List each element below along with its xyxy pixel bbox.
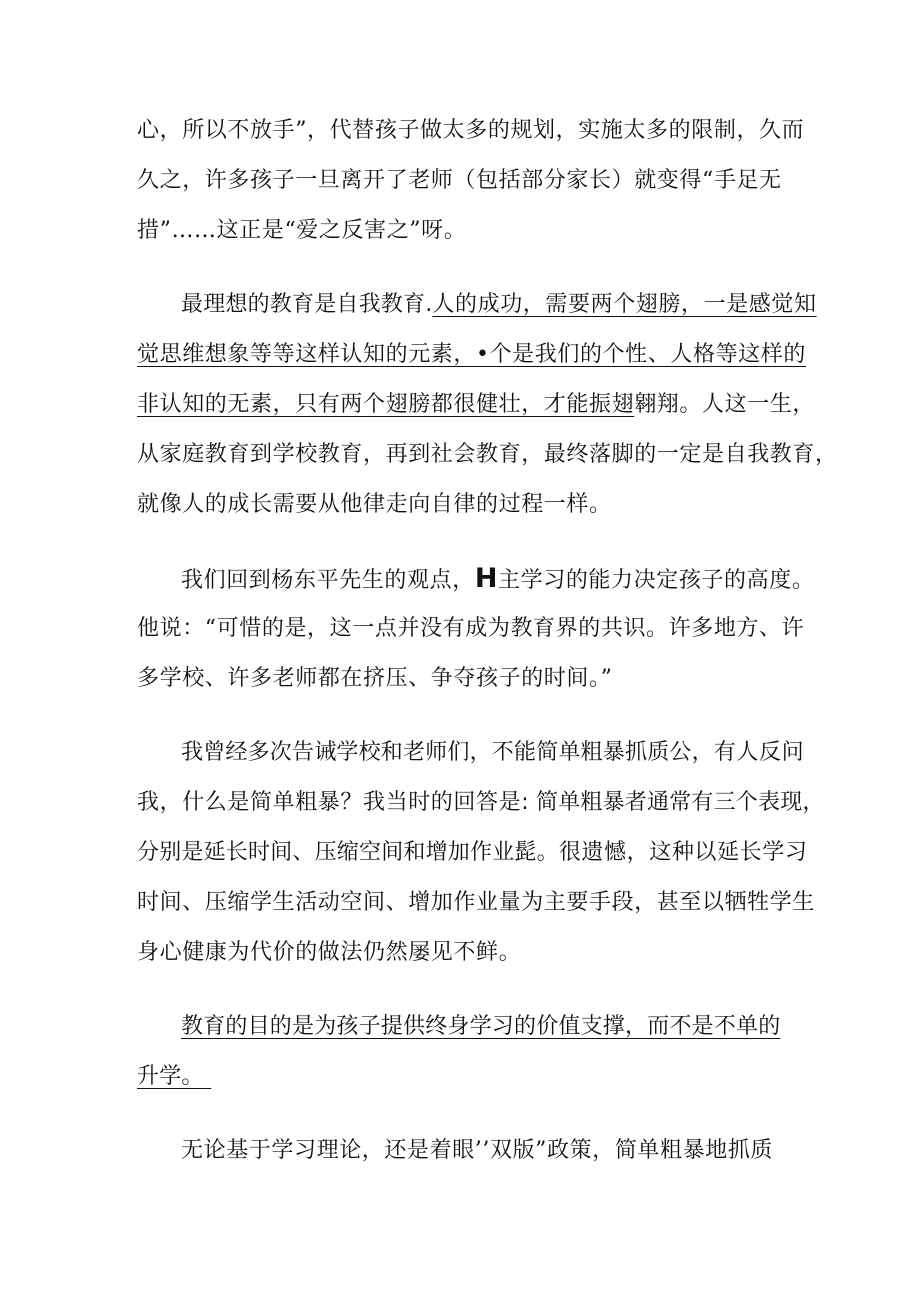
paragraph-1-line-2: 久之，许多孩子一旦离开了老师（包括部分家长）就变得“手足无 xyxy=(137,168,782,193)
paragraph-1-line-1: 心，所以不放手”，代替孩子做太多的规划，实施太多的限制，久而 xyxy=(137,118,805,143)
paragraph-2-line-2: 觉思维想象等等这样认知的元素，•个是我们的个性、人格等这样的 xyxy=(137,342,806,367)
paragraph-2-line-5: 就像人的成长需要从他律走向自律的过程一样。 xyxy=(137,492,612,517)
paragraph-2-underlined-text: 人的成功，需要两个翅膀，一是感觉知 xyxy=(432,292,817,317)
paragraph-1-line-3: 措”……这正是“爱之反害之”呀。 xyxy=(137,218,467,243)
paragraph-3-line-3: 多学校、许多老师都在挤压、争夺孩子的时间。” xyxy=(137,666,613,691)
paragraph-2-line-1 xyxy=(181,290,817,320)
paragraph-4-line-1: 我曾经多次告诫学校和老师们，不能简单粗暴抓质公，有人反问 xyxy=(181,740,805,765)
paragraph-5-line-1: 教育的目的是为孩子提供终身学习的价值支撑，而不是不单的 xyxy=(181,1014,781,1039)
paragraph-3-line-2: 他说：“可惜的是，这一点并没有成为教育界的共识。许多地方、许 xyxy=(137,616,805,641)
paragraph-4-line-2: 我，什么是简单粗暴？我当时的回答是: 简单粗暴者通常有三个表现， xyxy=(137,790,825,815)
paragraph-2-line-3: 非认知的无素，只有两个翅膀都很健壮，才能振翅翱翔。人这一生， xyxy=(137,392,816,417)
paragraph-4-line-3: 分别是延长时间、压缩空间和增加作业髭。很遗憾，这种以延长学习 xyxy=(137,840,808,865)
paragraph-3-line-1: 我们回到杨东平先生的观点，H主学习的能力决定孩子的高度。 xyxy=(181,563,815,594)
large-h-character: H xyxy=(474,563,499,594)
paragraph-2-line-4: 从家庭教育到学校教育，再到社会教育，最终落脚的一定是自我教育， xyxy=(137,442,838,467)
paragraph-6-line-1: 无论基于学习理论，还是着眼’’双版”政策，简单粗暴地抓质 xyxy=(181,1138,774,1163)
paragraph-4-line-5: 身心健康为代价的做法仍然屡见不鲜。 xyxy=(137,940,522,965)
paragraph-2-heading: 最理想的教育是自我教育. xyxy=(181,292,433,317)
paragraph-4-line-4: 时间、压缩学生活动空间、增加作业量为主要手段，甚至以牺牲学生 xyxy=(137,890,816,915)
paragraph-5-line-2: 升学。 xyxy=(137,1064,204,1089)
